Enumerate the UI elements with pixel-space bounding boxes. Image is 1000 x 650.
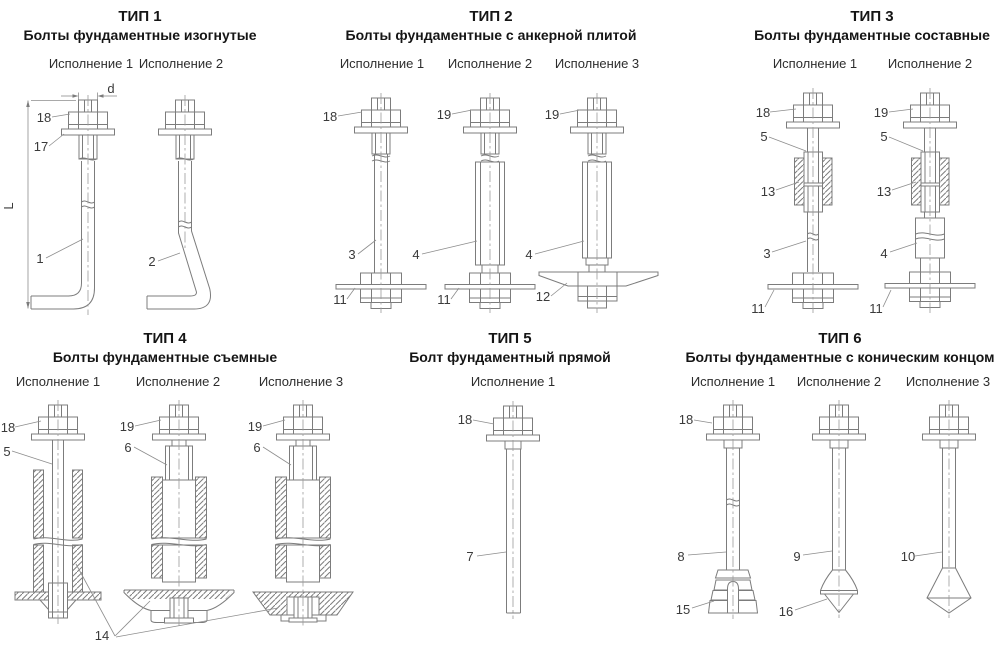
tip5-callout-shaft: 7 bbox=[466, 549, 474, 564]
tip5-drawing bbox=[458, 401, 540, 619]
tip2-execution-2-label: Исполнение 2 bbox=[447, 56, 533, 71]
tip4-callout-stud1: 5 bbox=[3, 444, 11, 459]
tip4-callout-sleeve2: 6 bbox=[124, 440, 132, 455]
tip3-callout-shaft2: 4 bbox=[880, 246, 888, 261]
tip2-execution-1-label: Исполнение 1 bbox=[339, 56, 425, 71]
tip6-execution-3-label: Исполнение 3 bbox=[905, 374, 991, 389]
tip6-execution-2-label: Исполнение 2 bbox=[796, 374, 882, 389]
tip2-callouts bbox=[323, 107, 584, 307]
tip1-callout-bolt1: 1 bbox=[36, 251, 44, 266]
tip3-title: ТИП 3 bbox=[850, 8, 894, 25]
tip3-callout-coupling2: 13 bbox=[876, 184, 892, 199]
tip1-dim-L-label: L bbox=[1, 202, 16, 210]
tip4-callout-nut3: 19 bbox=[247, 419, 263, 434]
tip2-callout-shaft2: 4 bbox=[412, 247, 420, 262]
tip1-callout-bolt2: 2 bbox=[148, 254, 156, 269]
tip1-subtitle: Болты фундаментные изогнутые bbox=[23, 27, 257, 43]
tip2-callout-shaft1: 3 bbox=[348, 247, 356, 262]
tip3-callout-plate1: 11 bbox=[751, 301, 765, 316]
tip5-subtitle: Болт фундаментный прямой bbox=[409, 349, 611, 365]
tip4-callout-sleeve3: 6 bbox=[253, 440, 261, 455]
tip3-execution-2-label: Исполнение 2 bbox=[887, 56, 973, 71]
tip6-execution1-bolt-drawing bbox=[707, 400, 760, 619]
tip2-execution2-bolt-drawing bbox=[445, 93, 535, 313]
tip2-callout-plate2: 11 bbox=[437, 292, 451, 307]
tip1-title: ТИП 1 bbox=[118, 8, 162, 25]
tip6-callout-cone: 16 bbox=[778, 604, 794, 619]
tip6-callout-expansion: 15 bbox=[675, 602, 691, 617]
tip4-title: ТИП 4 bbox=[143, 330, 187, 347]
tip4-execution-2-label: Исполнение 2 bbox=[135, 374, 221, 389]
tip3-execution-1-label: Исполнение 1 bbox=[772, 56, 858, 71]
tip2-execution3-bolt-drawing bbox=[539, 93, 658, 313]
tip1-execution-1-label: Исполнение 1 bbox=[48, 56, 134, 71]
tip2-title: ТИП 2 bbox=[469, 8, 513, 25]
tip2-execution-3-label: Исполнение 3 bbox=[554, 56, 640, 71]
tip4-callout-nut2: 19 bbox=[119, 419, 135, 434]
tip6-callout-shaft3: 10 bbox=[900, 549, 916, 564]
tip4-callout-anchor: 14 bbox=[94, 628, 110, 643]
tip3-callout-nut1: 18 bbox=[755, 105, 771, 120]
tip6-callout-shaft2: 9 bbox=[793, 549, 801, 564]
tip3-callout-nut2: 19 bbox=[873, 105, 889, 120]
tip4-callout-nut1: 18 bbox=[0, 420, 16, 435]
tip1-execution-2-label: Исполнение 2 bbox=[138, 56, 224, 71]
tip1-execution2-bolt-drawing bbox=[147, 95, 212, 309]
tip4-execution3-bolt-drawing bbox=[253, 400, 353, 628]
tip5-execution1-bolt-drawing bbox=[487, 401, 540, 619]
tip2-callout-nut3: 19 bbox=[544, 107, 560, 122]
tip6-drawing bbox=[676, 400, 976, 619]
tip5-title: ТИП 5 bbox=[488, 330, 532, 347]
tip6-execution2-bolt-drawing bbox=[813, 400, 866, 618]
tip3-callout-stud1: 5 bbox=[760, 129, 768, 144]
tip2-callout-nut1: 18 bbox=[322, 109, 338, 124]
tip2-callout-nut2: 19 bbox=[436, 107, 452, 122]
tip4-subtitle: Болты фундаментные съемные bbox=[52, 349, 278, 365]
tip6-execution3-bolt-drawing bbox=[923, 400, 976, 618]
tip1-drawing bbox=[1, 81, 212, 315]
tip4-execution1-bolt-drawing bbox=[15, 400, 101, 624]
tip5-execution-1-label: Исполнение 1 bbox=[470, 374, 556, 389]
tip3-callout-stud2: 5 bbox=[880, 129, 888, 144]
tip6-subtitle: Болты фундаментные с коническим концом bbox=[685, 349, 995, 365]
tip6-callouts bbox=[676, 412, 942, 619]
tip3-callout-shaft1: 3 bbox=[763, 246, 771, 261]
tip3-subtitle: Болты фундаментные составные bbox=[754, 27, 990, 43]
tip3-callout-plate2: 11 bbox=[869, 301, 883, 316]
tip4-drawing bbox=[1, 400, 353, 643]
tip1-execution1-bolt-drawing bbox=[31, 95, 115, 315]
tip4-execution2-bolt-drawing bbox=[124, 400, 234, 628]
tip6-callout-nut: 18 bbox=[678, 412, 694, 427]
tip3-callout-coupling1: 13 bbox=[760, 184, 776, 199]
tip1-callout-washer: 17 bbox=[33, 139, 49, 154]
tip2-callout-plate3: 12 bbox=[535, 289, 551, 304]
tip6-callout-shaft1: 8 bbox=[677, 549, 685, 564]
tip3-execution2-bolt-drawing bbox=[885, 88, 975, 313]
tip2-subtitle: Болты фундаментные с анкерной плитой bbox=[345, 27, 637, 43]
tip1-dim-d-label: d bbox=[107, 81, 115, 96]
tip6-title: ТИП 6 bbox=[818, 330, 862, 347]
tip2-execution1-bolt-drawing bbox=[336, 93, 426, 313]
tip2-drawing bbox=[323, 93, 658, 313]
tip3-drawing bbox=[751, 88, 975, 316]
tip3-execution1-bolt-drawing bbox=[768, 88, 858, 313]
tip4-execution-1-label: Исполнение 1 bbox=[15, 374, 101, 389]
tip1-dimension-d bbox=[61, 81, 117, 100]
tip2-callout-plate1: 11 bbox=[333, 292, 347, 307]
tip6-execution-1-label: Исполнение 1 bbox=[690, 374, 776, 389]
tip1-dimension-L bbox=[1, 101, 76, 309]
tip4-execution-3-label: Исполнение 3 bbox=[258, 374, 344, 389]
tip2-callout-shaft3: 4 bbox=[525, 247, 533, 262]
tip1-callout-nut: 18 bbox=[36, 110, 52, 125]
tip5-callout-nut: 18 bbox=[457, 412, 473, 427]
